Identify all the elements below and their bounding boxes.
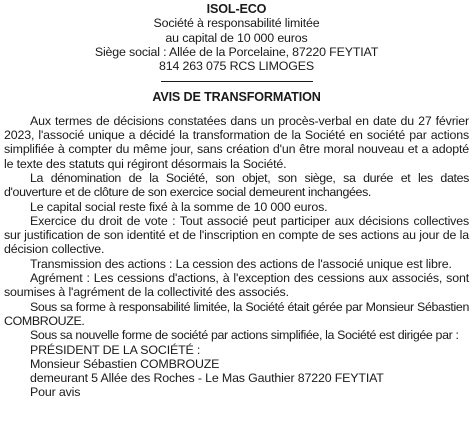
president-heading: PRÉSIDENT DE LA SOCIÉTÉ : <box>30 342 201 357</box>
paragraph-unchanged-terms: La dénomination de la Société, son objet, son siège, sa durée et les dates d'ouverture et de clôture de son exercice social demeurent inchangées. <box>4 170 469 200</box>
company-capital: au capital de 10 000 euros <box>165 30 308 45</box>
paragraph-share-capital: Le capital social reste fixé à la somme de 10 000 euros. <box>30 199 328 214</box>
paragraph-former-management: Sous sa forme à responsabilité limitée, la Société était gérée par Monsieur Sébastien COMBROUZE. <box>4 299 469 328</box>
company-registration-number: 814 263 075 RCS LIMOGES <box>159 59 314 74</box>
paragraph-share-transfer: Transmission des actions : La cession des actions de l'associé unique est libre. <box>30 256 452 271</box>
paragraph-new-management: Sous sa nouvelle forme de société par actions simplifiée, la Société est dirigée par : <box>30 328 459 343</box>
paragraph-voting-rights: Exercice du droit de vote : Tout associé peut participer aux décisions collectives sur justification de son identité et de l'inscription en compte de ses actions au jour de la décision collective. <box>4 213 469 257</box>
president-block <box>4 343 469 386</box>
president-name: Monsieur Sébastien COMBROUZE <box>30 356 220 371</box>
notice-body <box>4 114 469 343</box>
president-address: demeurant 5 Allée des Roches - Le Mas Gauthier 87220 FEYTIAT <box>30 371 384 386</box>
section-title: AVIS DE TRANSFORMATION <box>152 90 321 105</box>
company-name: ISOL-ECO <box>206 2 267 16</box>
notice-header <box>4 2 469 73</box>
closing-signature: Pour avis <box>30 385 81 400</box>
company-registered-office: Siège social : Allée de la Porcelaine, 87220 FEYTIAT <box>94 44 379 59</box>
paragraph-transformation-decision: Aux termes de décisions constatées dans un procès-verbal en date du 27 février 2023, l'associé unique a décidé la transformation de la Société en société par actions simplifiée à compter du même jour, sans création d'un être moral nouveau et a adopté le texte des statuts qui régiront désormais la Société. <box>4 113 469 171</box>
header-divider <box>161 81 313 82</box>
paragraph-approval: Agrément : Les cessions d'actions, à l'exception des cessions aux associés, sont soumises à l'agrément de la collectivité des associés. <box>4 271 469 300</box>
company-legal-form: Société à responsabilité limitée <box>153 16 320 31</box>
